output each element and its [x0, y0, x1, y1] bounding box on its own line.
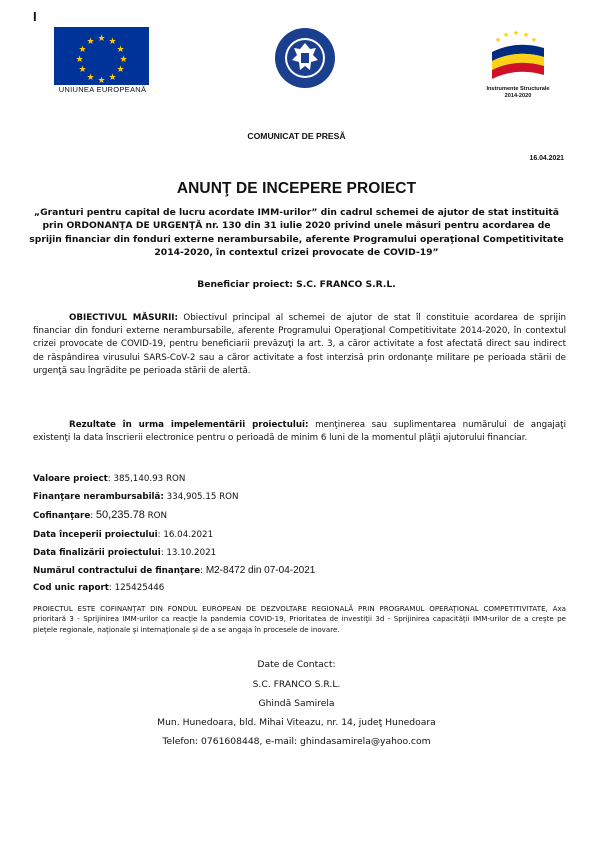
cofinancing-row	[33, 509, 167, 521]
end-date-value: : 13.10.2021	[160, 548, 217, 558]
svg-text:★: ★	[78, 45, 87, 55]
svg-text:★: ★	[530, 36, 538, 44]
svg-text:★: ★	[116, 45, 125, 55]
objective-text: Obiectivul principal al schemei de ajutor de stat îl constituie acordarea de sprijin financiar din fonduri externe nerambursabile, aferente Programului Operaţional Competitivitate 2014-2020, în contextul crizei provocate de COVID-19, pentru beneficiarii prevăzuţi la art. 3, a căror activitate a fost afectată direct sau indirect de răspândirea virusului SARS-CoV-2 sau a căror activitate a fost interzisă prin ordonanţe militare pe perioada stării de urgenţă sau îngrădite pe perioada stării de alertă.	[33, 313, 567, 376]
eu-flag-logo	[54, 27, 149, 85]
contract-value: M2-8472 din 07-04-2021	[205, 565, 316, 576]
instrumente-structurale-label	[465, 86, 571, 100]
start-date-value: : 16.04.2021	[157, 530, 214, 540]
svg-text:★: ★	[502, 31, 510, 39]
contact-address: Mun. Hunedoara, bld. Mihai Viteazu, nr. 14, judeţ Hunedoara	[157, 717, 436, 728]
grant-label: Finanţare nerambursabilă:	[33, 492, 164, 502]
is-label-line2: 2014-2020	[504, 93, 532, 99]
start-date-row	[33, 530, 213, 540]
svg-text:★: ★	[86, 37, 95, 47]
svg-text:★: ★	[512, 30, 520, 37]
contract-row	[33, 565, 315, 576]
grant-row	[33, 492, 239, 502]
end-date-label: Data finalizării proiectului	[33, 548, 161, 558]
svg-text:★: ★	[75, 55, 84, 65]
is-label-line1: Instrumente Structurale	[486, 86, 550, 92]
svg-text:★: ★	[116, 65, 125, 75]
eu-label: UNIUNEA EUROPEANĂ	[58, 85, 147, 94]
contact-heading: Date de Contact:	[257, 659, 336, 670]
press-release-heading: COMUNICAT DE PRESĂ	[247, 131, 346, 141]
contact-person: Ghindă Samirela	[258, 698, 335, 709]
results-paragraph	[33, 419, 566, 445]
release-date: 16.04.2021	[529, 155, 564, 162]
results-label: Rezultate în urma impelementării proiectului:	[69, 420, 309, 430]
svg-text:★: ★	[108, 37, 117, 47]
project-value-row	[33, 474, 185, 484]
report-code-label: Cod unic raport	[33, 583, 109, 593]
report-code-value: : 125425446	[108, 583, 165, 593]
svg-text:★: ★	[522, 31, 530, 39]
contract-label: Numărul contractului de finanţare	[33, 566, 201, 576]
contract-sep: :	[200, 566, 206, 576]
svg-text:★: ★	[97, 76, 106, 85]
instrumente-structurale-logo	[486, 30, 550, 86]
objective-label: OBIECTIVUL MĂSURII:	[69, 313, 179, 323]
cofinancing-amount: 50,235.78	[95, 509, 145, 521]
svg-text:★: ★	[78, 65, 87, 75]
report-code-row	[33, 583, 164, 593]
contact-phone-email: Telefon: 0761608448, e-mail: ghindasamirela@yahoo.com	[162, 736, 431, 747]
svg-text:★: ★	[97, 34, 106, 44]
svg-text:★: ★	[119, 55, 128, 65]
project-value-label: Valoare proiect	[33, 474, 108, 484]
cofinancing-sep: :	[90, 511, 96, 521]
project-value: : 385,140.93 RON	[107, 474, 186, 484]
page-title: ANUNŢ DE INCEPERE PROIECT	[176, 180, 417, 197]
beneficiary: Beneficiar proiect: S.C. FRANCO S.R.L.	[197, 279, 396, 290]
contact-company: S.C. FRANCO S.R.L.	[252, 679, 341, 690]
svg-text:★: ★	[86, 73, 95, 83]
end-date-row	[33, 548, 216, 558]
objective-paragraph	[33, 312, 566, 378]
grant-value: 334,905.15 RON	[163, 492, 239, 502]
subtitle: „Granturi pentru capital de lucru acordate IMM-urilor” din cadrul schemei de ajutor de stat instituită prin ORDONANŢA DE URGENŢĂ nr. 130 din 31 iulie 2020 privind unele măsuri pentru acordarea de sprijin financiar din fonduri externe nerambursabile, aferente Programului operaţional Competitivitate 2014-2020, în contextul crizei provocate de COVID-19”	[29, 207, 564, 258]
cofinancing-footnote: PROIECTUL ESTE COFINANŢAT DIN FONDUL EUROPEAN DE DEZVOLTARE REGIONALĂ PRIN PROGRAMUL OPERAŢIONAL COMPETITIVITATE, Axa prioritară 3 - Sprijinirea IMM-urilor ca reacţie la pandemia COVID-19, Prioritatea de investiţii 3d - Sprijinirea capacităţii IMM-urilor de a creşte pe pieţele regionale, naţionale şi internaţionale şi de a se angaja în procesele de inovare.	[33, 604, 566, 634]
government-seal-logo	[274, 27, 336, 89]
start-date-label: Data începerii proiectului	[33, 530, 158, 540]
cofinancing-label: Cofinanţare	[33, 511, 91, 521]
svg-text:★: ★	[108, 73, 117, 83]
corner-mark: I	[33, 9, 37, 24]
svg-text:★: ★	[494, 36, 502, 44]
cofinancing-currency: RON	[144, 511, 167, 521]
results-text: menţinerea sau suplimentarea numărului de angajaţi existenţi la data înscrierii electronice pentru o perioadă de minim 6 luni de la momentul plăţii ajutorului financiar.	[33, 420, 566, 444]
